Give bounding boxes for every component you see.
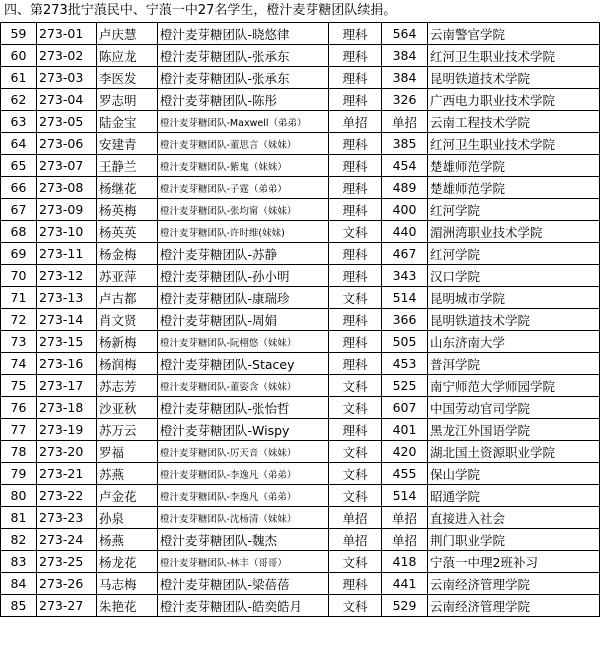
exam-type-cell: 文科 [329,595,382,617]
exam-score-cell: 401 [382,419,428,441]
admitted-school-cell: 黑龙江外国语学院 [428,419,600,441]
exam-type-cell: 理科 [329,177,382,199]
row-index-cell: 64 [1,133,37,155]
exam-score-cell: 489 [382,177,428,199]
exam-type-cell: 理科 [329,353,382,375]
student-name-cell: 陆金宝 [97,111,158,133]
table-row [1,287,600,309]
admitted-school-cell: 中国劳动官司学院 [428,397,600,419]
admitted-school-cell: 云南经济管理学院 [428,595,600,617]
exam-score-cell: 505 [382,331,428,353]
exam-type-cell: 文科 [329,485,382,507]
admitted-school-cell: 楚雄师范学院 [428,155,600,177]
table-row [1,529,600,551]
table-row [1,221,600,243]
row-index-cell: 72 [1,309,37,331]
sponsor-team-cell: 橙汁麦芽糖团队-阮栩悠（妹妹） [158,331,329,353]
row-index-cell: 76 [1,397,37,419]
row-index-cell: 63 [1,111,37,133]
sponsor-team-cell: 橙汁麦芽糖团队-张承东 [158,45,329,67]
admitted-school-cell: 昆明城市学院 [428,287,600,309]
exam-type-cell: 理科 [329,133,382,155]
student-code-cell: 273-15 [37,331,97,353]
exam-score-cell: 607 [382,397,428,419]
student-name-cell: 罗福 [97,441,158,463]
admitted-school-cell: 普洱学院 [428,353,600,375]
row-index-cell: 73 [1,331,37,353]
student-name-cell: 沙亚秋 [97,397,158,419]
exam-type-cell: 理科 [329,419,382,441]
row-index-cell: 77 [1,419,37,441]
student-code-cell: 273-01 [37,23,97,45]
exam-type-cell: 理科 [329,573,382,595]
table-row [1,551,600,573]
exam-score-cell: 454 [382,155,428,177]
sponsor-team-cell: 橙汁麦芽糖团队-张怡哲 [158,397,329,419]
exam-score-cell: 420 [382,441,428,463]
student-name-cell: 苏燕 [97,463,158,485]
table-row [1,507,600,529]
row-index-cell: 75 [1,375,37,397]
student-code-cell: 273-16 [37,353,97,375]
student-name-cell: 卢古都 [97,287,158,309]
sponsor-team-cell: 橙汁麦芽糖团队-康瑞珍 [158,287,329,309]
row-index-cell: 82 [1,529,37,551]
admitted-school-cell: 保山学院 [428,463,600,485]
sponsor-team-cell: 橙汁麦芽糖团队-魏杰 [158,529,329,551]
student-code-cell: 273-11 [37,243,97,265]
sponsor-team-cell: 橙汁麦芽糖团队-晓悠律 [158,23,329,45]
table-row [1,265,600,287]
sponsor-team-cell: 橙汁麦芽糖团队-李逸凡（弟弟） [158,463,329,485]
student-code-cell: 273-09 [37,199,97,221]
exam-score-cell: 467 [382,243,428,265]
table-row [1,243,600,265]
sponsor-team-cell: 橙汁麦芽糖团队-沈杨清（妹妹） [158,507,329,529]
sponsor-team-cell: 橙汁麦芽糖团队-子霆（弟弟） [158,177,329,199]
sponsor-team-cell: 橙汁麦芽糖团队-董姿含（妹妹） [158,375,329,397]
student-code-cell: 273-18 [37,397,97,419]
student-code-cell: 273-05 [37,111,97,133]
sponsor-team-cell: 橙汁麦芽糖团队-张承东 [158,67,329,89]
admitted-school-cell: 云南警官学院 [428,23,600,45]
student-code-cell: 273-02 [37,45,97,67]
student-name-cell: 杨金梅 [97,243,158,265]
exam-type-cell: 单招 [329,111,382,133]
exam-score-cell: 440 [382,221,428,243]
sponsor-team-cell: 橙汁麦芽糖团队-梁蓓蓓 [158,573,329,595]
sponsor-team-cell: 橙汁麦芽糖团队-Stacey [158,353,329,375]
student-code-cell: 273-19 [37,419,97,441]
exam-score-cell: 453 [382,353,428,375]
student-name-cell: 马志梅 [97,573,158,595]
admitted-school-cell: 广西电力职业技术学院 [428,89,600,111]
table-row [1,199,600,221]
exam-type-cell: 理科 [329,45,382,67]
student-name-cell: 陈应龙 [97,45,158,67]
exam-score-cell: 564 [382,23,428,45]
donation-table [0,22,600,617]
sponsor-team-cell: 橙汁麦芽糖团队-林丰（哥哥） [158,551,329,573]
student-code-cell: 273-10 [37,221,97,243]
table-row [1,485,600,507]
table-row [1,331,600,353]
admitted-school-cell: 山东济南大学 [428,331,600,353]
table-row [1,441,600,463]
admitted-school-cell: 宁蒗一中理2班补习 [428,551,600,573]
student-name-cell: 杨继花 [97,177,158,199]
row-index-cell: 61 [1,67,37,89]
sponsor-team-cell: 橙汁麦芽糖团队-张均甯（妹妹） [158,199,329,221]
table-row [1,573,600,595]
sponsor-team-cell: 橙汁麦芽糖团队-陈彤 [158,89,329,111]
student-name-cell: 李医发 [97,67,158,89]
exam-type-cell: 文科 [329,221,382,243]
table-row [1,155,600,177]
row-index-cell: 60 [1,45,37,67]
admitted-school-cell: 南宁师范大学师园学院 [428,375,600,397]
row-index-cell: 74 [1,353,37,375]
exam-score-cell: 529 [382,595,428,617]
sponsor-team-cell: 橙汁麦芽糖团队-苏静 [158,243,329,265]
table-row [1,463,600,485]
exam-score-cell: 400 [382,199,428,221]
table-row [1,397,600,419]
student-name-cell: 杨润梅 [97,353,158,375]
admitted-school-cell: 红河卫生职业技术学院 [428,45,600,67]
table-row [1,89,600,111]
student-name-cell: 杨龙花 [97,551,158,573]
student-name-cell: 孙泉 [97,507,158,529]
student-code-cell: 273-07 [37,155,97,177]
exam-score-cell: 455 [382,463,428,485]
row-index-cell: 62 [1,89,37,111]
row-index-cell: 84 [1,573,37,595]
student-code-cell: 273-23 [37,507,97,529]
row-index-cell: 71 [1,287,37,309]
student-name-cell: 苏志芳 [97,375,158,397]
student-name-cell: 杨新梅 [97,331,158,353]
row-index-cell: 81 [1,507,37,529]
table-row [1,595,600,617]
student-name-cell: 苏亚萍 [97,265,158,287]
exam-score-cell: 326 [382,89,428,111]
exam-type-cell: 理科 [329,23,382,45]
row-index-cell: 78 [1,441,37,463]
row-index-cell: 79 [1,463,37,485]
admitted-school-cell: 红河学院 [428,243,600,265]
student-code-cell: 273-21 [37,463,97,485]
row-index-cell: 70 [1,265,37,287]
table-row [1,67,600,89]
admitted-school-cell: 昭通学院 [428,485,600,507]
row-index-cell: 67 [1,199,37,221]
exam-type-cell: 单招 [329,507,382,529]
admitted-school-cell: 直接进入社会 [428,507,600,529]
admitted-school-cell: 红河卫生职业技术学院 [428,133,600,155]
row-index-cell: 59 [1,23,37,45]
sponsor-team-cell: 橙汁麦芽糖团队-紫鬼（妹妹） [158,155,329,177]
admitted-school-cell: 昆明铁道技术学院 [428,67,600,89]
exam-type-cell: 理科 [329,265,382,287]
row-index-cell: 66 [1,177,37,199]
exam-score-cell: 343 [382,265,428,287]
exam-type-cell: 理科 [329,89,382,111]
sponsor-team-cell: 橙汁麦芽糖团队-董思言（妹妹） [158,133,329,155]
row-index-cell: 65 [1,155,37,177]
table-body [1,23,600,617]
exam-score-cell: 418 [382,551,428,573]
exam-type-cell: 理科 [329,67,382,89]
sponsor-team-cell: 橙汁麦芽糖团队-周娟 [158,309,329,331]
table-row [1,353,600,375]
student-code-cell: 273-08 [37,177,97,199]
student-name-cell: 朱艳花 [97,595,158,617]
row-index-cell: 69 [1,243,37,265]
admitted-school-cell: 汉口学院 [428,265,600,287]
row-index-cell: 83 [1,551,37,573]
exam-type-cell: 单招 [329,529,382,551]
student-name-cell: 肖文贤 [97,309,158,331]
student-code-cell: 273-04 [37,89,97,111]
exam-score-cell: 525 [382,375,428,397]
table-row [1,309,600,331]
exam-score-cell: 384 [382,45,428,67]
exam-type-cell: 理科 [329,243,382,265]
student-name-cell: 卢金花 [97,485,158,507]
row-index-cell: 68 [1,221,37,243]
admitted-school-cell: 楚雄师范学院 [428,177,600,199]
student-name-cell: 罗志明 [97,89,158,111]
student-code-cell: 273-26 [37,573,97,595]
exam-score-cell: 366 [382,309,428,331]
student-code-cell: 273-17 [37,375,97,397]
exam-score-cell: 385 [382,133,428,155]
student-name-cell: 杨燕 [97,529,158,551]
sponsor-team-cell: 橙汁麦芽糖团队-许时维(妹妹) [158,221,329,243]
admitted-school-cell: 湄洲湾职业技术学院 [428,221,600,243]
student-code-cell: 273-22 [37,485,97,507]
row-index-cell: 80 [1,485,37,507]
table-row [1,419,600,441]
admitted-school-cell: 云南经济管理学院 [428,573,600,595]
student-name-cell: 安建青 [97,133,158,155]
exam-type-cell: 文科 [329,375,382,397]
exam-type-cell: 理科 [329,309,382,331]
student-code-cell: 273-24 [37,529,97,551]
section-title: 四、第273批宁蒗民中、宁蒗一中27名学生，橙汁麦芽糖团队续捐。 [4,3,397,18]
exam-score-cell: 单招 [382,111,428,133]
sponsor-team-cell: 橙汁麦芽糖团队-Wispy [158,419,329,441]
table-row [1,111,600,133]
exam-score-cell: 单招 [382,529,428,551]
exam-type-cell: 理科 [329,331,382,353]
table-row [1,375,600,397]
exam-type-cell: 文科 [329,463,382,485]
sponsor-team-cell: 橙汁麦芽糖团队-Maxwell（弟弟） [158,111,329,133]
student-name-cell: 杨英梅 [97,199,158,221]
exam-type-cell: 理科 [329,155,382,177]
exam-score-cell: 514 [382,485,428,507]
exam-type-cell: 文科 [329,397,382,419]
student-code-cell: 273-14 [37,309,97,331]
student-name-cell: 王静兰 [97,155,158,177]
exam-type-cell: 文科 [329,441,382,463]
sponsor-team-cell: 橙汁麦芽糖团队-皓奕皓月 [158,595,329,617]
student-name-cell: 苏万云 [97,419,158,441]
exam-score-cell: 单招 [382,507,428,529]
table-row [1,133,600,155]
admitted-school-cell: 湖北国土资源职业学院 [428,441,600,463]
student-code-cell: 273-27 [37,595,97,617]
student-code-cell: 273-25 [37,551,97,573]
student-code-cell: 273-13 [37,287,97,309]
student-code-cell: 273-03 [37,67,97,89]
exam-score-cell: 514 [382,287,428,309]
table-row [1,23,600,45]
student-code-cell: 273-12 [37,265,97,287]
student-code-cell: 273-06 [37,133,97,155]
admitted-school-cell: 昆明铁道技术学院 [428,309,600,331]
student-name-cell: 卢庆慧 [97,23,158,45]
sponsor-team-cell: 橙汁麦芽糖团队-李逸凡（弟弟） [158,485,329,507]
sponsor-team-cell: 橙汁麦芽糖团队-厉天音（妹妹） [158,441,329,463]
admitted-school-cell: 红河学院 [428,199,600,221]
exam-score-cell: 384 [382,67,428,89]
sponsor-team-cell: 橙汁麦芽糖团队-孙小明 [158,265,329,287]
student-name-cell: 杨英英 [97,221,158,243]
row-index-cell: 85 [1,595,37,617]
exam-type-cell: 文科 [329,551,382,573]
exam-type-cell: 文科 [329,287,382,309]
admitted-school-cell: 荆门职业学院 [428,529,600,551]
admitted-school-cell: 云南工程技术学院 [428,111,600,133]
exam-score-cell: 441 [382,573,428,595]
student-code-cell: 273-20 [37,441,97,463]
table-row [1,177,600,199]
exam-type-cell: 理科 [329,199,382,221]
table-row [1,45,600,67]
